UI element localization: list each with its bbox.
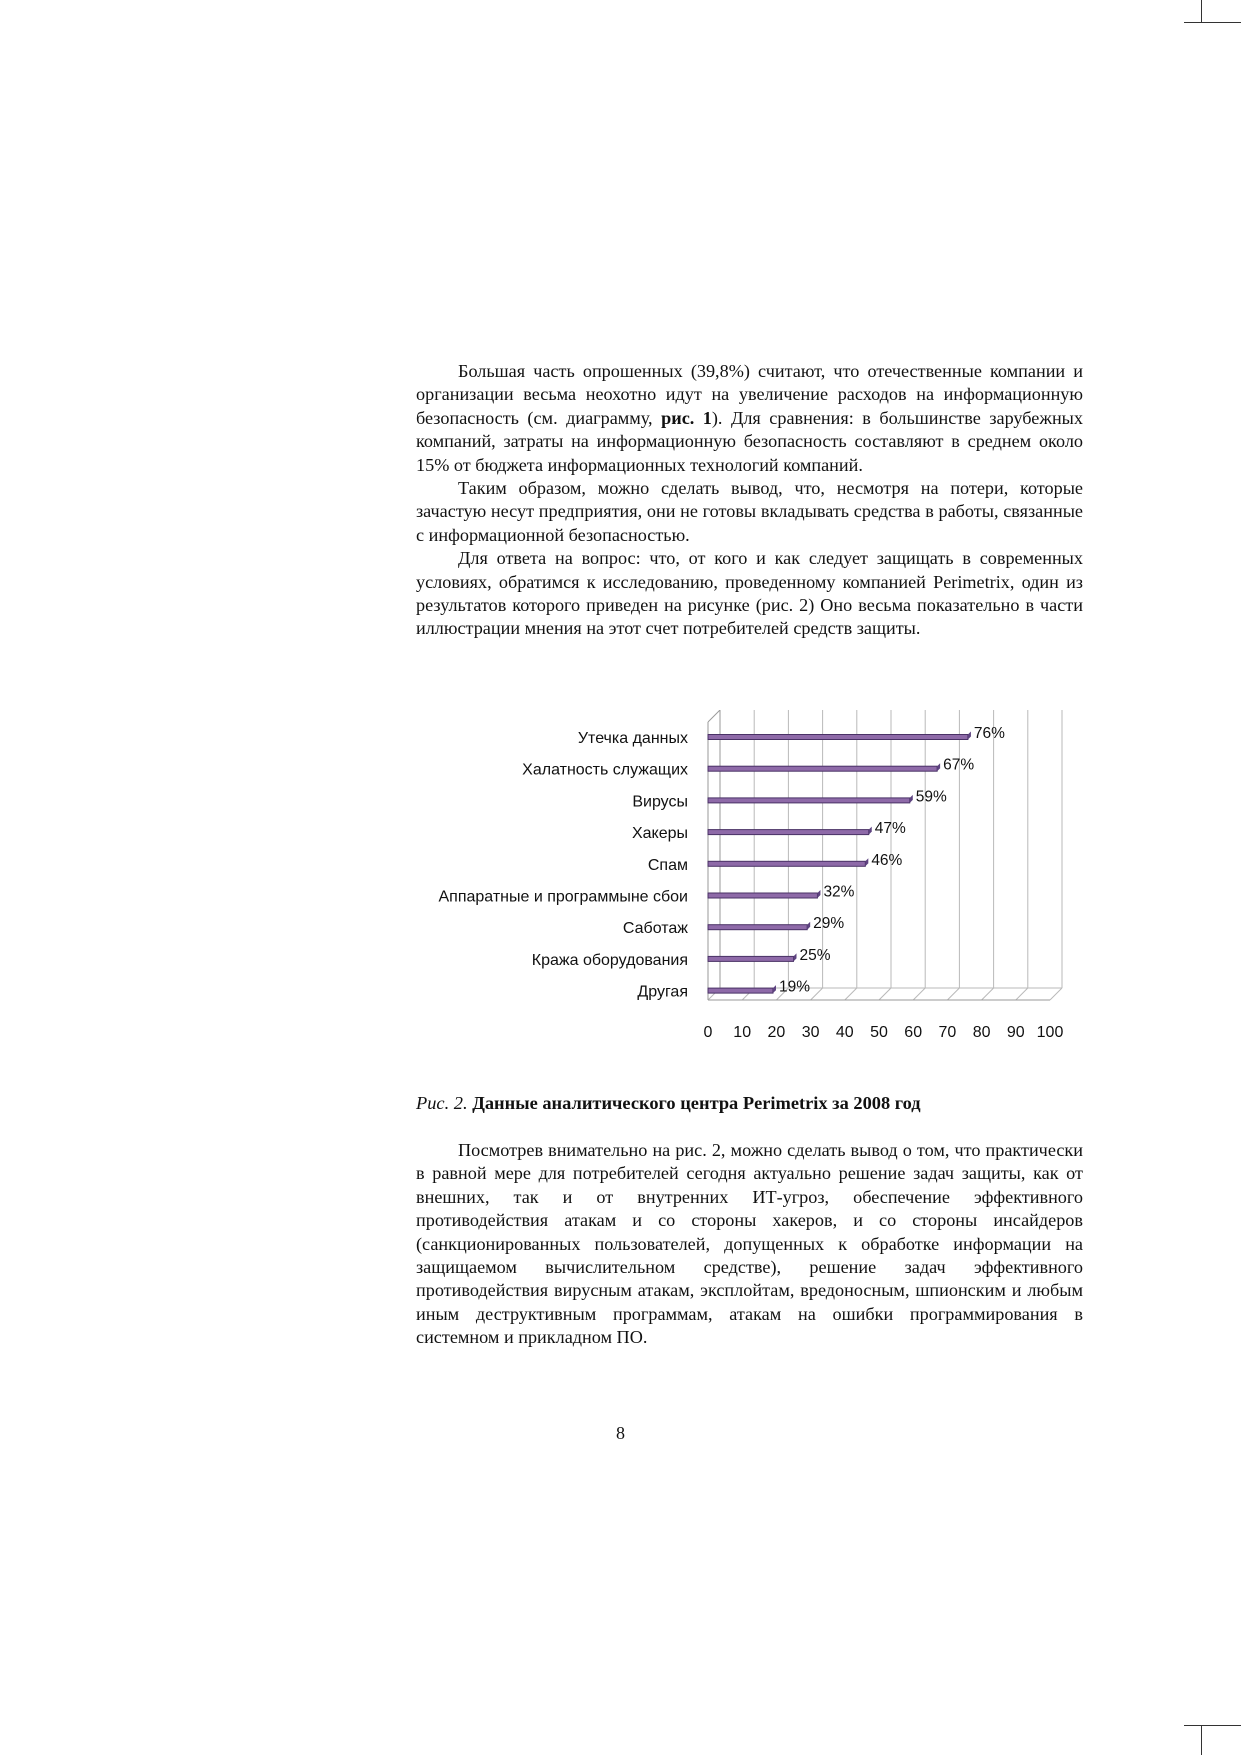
category-label-7: Кража оборудования [531, 951, 688, 969]
body-text-bottom [416, 1139, 1083, 1350]
category-label-3: Хакеры [631, 825, 688, 843]
figure-reference-bold: рис. 1 [661, 407, 712, 428]
paragraph-1-text-b: ). Для сравнения: в большинстве зарубежных компаний, затраты на информационную безопасность составляют в среднем около 15% от бюджета информационных технологий компаний. [416, 407, 1083, 475]
category-label-6: Саботаж [622, 920, 688, 938]
page-number: 8 [616, 1423, 625, 1443]
bar-4 [708, 861, 865, 866]
left-wall-top-edge [708, 710, 720, 722]
x-tick-label-100: 100 [1036, 1024, 1064, 1041]
figure-caption-title: Данные аналитического центра Perimetrix за 2008 год [472, 1093, 921, 1113]
floor-gridline-80 [982, 988, 994, 1000]
bar-end-2 [910, 795, 913, 803]
floor-gridline-90 [1016, 988, 1028, 1000]
bar-5 [708, 893, 817, 898]
category-label-4: Спам [647, 856, 688, 874]
x-tick-label-20: 20 [767, 1024, 786, 1041]
paragraph-1-text-a: Большая часть опрошенных (39,8%) считают, что отечественные компании и организации весьма неохотно идут на увеличение расходов на информационную безопасность (см. диаграмму, [416, 361, 1083, 428]
category-label-8: Другая [637, 983, 688, 1001]
crop-mark-bottom-vertical [1201, 1725, 1202, 1755]
bar-end-8 [773, 985, 776, 993]
bar-end-1 [937, 763, 940, 771]
bar-end-7 [794, 953, 797, 961]
figure-caption-label: Рис. 2. [416, 1093, 468, 1113]
value-label-6: 29% [813, 915, 845, 933]
value-label-1: 67% [943, 756, 975, 774]
figure-caption [416, 1091, 921, 1115]
x-tick-label-0: 0 [703, 1024, 713, 1041]
x-tick-label-50: 50 [870, 1024, 888, 1041]
body-text-top [416, 360, 1083, 641]
x-tick-label-60: 60 [904, 1024, 923, 1041]
value-label-4: 46% [871, 851, 903, 869]
value-label-5: 32% [823, 883, 855, 901]
crop-mark-top-horizontal [1184, 22, 1241, 23]
category-label-2: Вирусы [632, 793, 688, 811]
x-tick-label-30: 30 [801, 1024, 820, 1041]
x-tick-label-10: 10 [733, 1024, 752, 1041]
floor-gridline-70 [947, 988, 959, 1000]
paragraph-4: Посмотрев внимательно на рис. 2, можно сделать вывод о том, что практически в равной мере для потребителей сегодня актуально решение задач защиты, как от внешних, так и от внутренних ИТ-угроз, обеспечение эффективного противодействия атакам и со стороны хакеров, и со стороны инсайдеров (санкционированных пользователей, допущенных к обработке информации на защищаемом вычислительном средстве), решение задач эффективного противодействия вирусным атакам, эксплойтам, вредоносным, шпионским и любым иным деструктивным программам, атакам на ошибки программирования в системном и прикладном ПО. [416, 1140, 1083, 1348]
bar-7 [708, 956, 794, 961]
category-label-0: Утечка данных [577, 730, 688, 747]
floor-gridline-100 [1050, 988, 1062, 1000]
value-label-2: 59% [915, 788, 947, 806]
bar-end-5 [817, 890, 820, 898]
crop-mark-bottom-horizontal [1184, 1725, 1241, 1726]
bar-end-4 [865, 858, 868, 866]
bar-3 [708, 830, 869, 835]
x-tick-label-40: 40 [835, 1024, 854, 1041]
x-tick-label-70: 70 [938, 1024, 957, 1041]
floor-gridline-50 [879, 988, 891, 1000]
bar-2 [708, 798, 910, 803]
perimetrix-bar-chart [416, 710, 1096, 1060]
crop-mark-top-vertical [1201, 0, 1202, 22]
floor-gridline-40 [845, 988, 857, 1000]
floor-gridline-60 [913, 988, 925, 1000]
bar-8 [708, 988, 773, 993]
bar-end-0 [968, 732, 971, 740]
floor-gridline-30 [811, 988, 823, 1000]
bar-6 [708, 925, 807, 930]
paragraph-1 [416, 360, 1083, 477]
bar-0 [708, 735, 968, 740]
category-label-1: Халатность служащих [522, 761, 688, 779]
category-label-5: Аппаратные и программыне сбои [438, 888, 688, 906]
value-label-0: 76% [973, 725, 1005, 742]
bar-end-6 [807, 922, 810, 930]
bar-end-3 [869, 827, 872, 835]
value-label-8: 19% [778, 978, 811, 996]
x-tick-label-90: 90 [1006, 1024, 1025, 1041]
value-label-7: 25% [799, 946, 831, 964]
value-label-3: 47% [874, 820, 906, 838]
paragraph-2: Таким образом, можно сделать вывод, что, несмотря на потери, которые зачастую несут предприятия, они не готовы вкладывать средства в работы, связанные с информационной безопасностью. [416, 478, 1083, 545]
bar-1 [708, 766, 937, 771]
paragraph-3: Для ответа на вопрос: что, от кого и как следует защищать в современных условиях, обратимся к исследованию, проведенному компанией Perimetrix, один из результатов которого приведен на рисунке (рис. 2) Оно весьма показательно в части иллюстрации мнения на этот счет потребителей средств защиты. [416, 548, 1083, 639]
x-tick-label-80: 80 [972, 1024, 991, 1041]
